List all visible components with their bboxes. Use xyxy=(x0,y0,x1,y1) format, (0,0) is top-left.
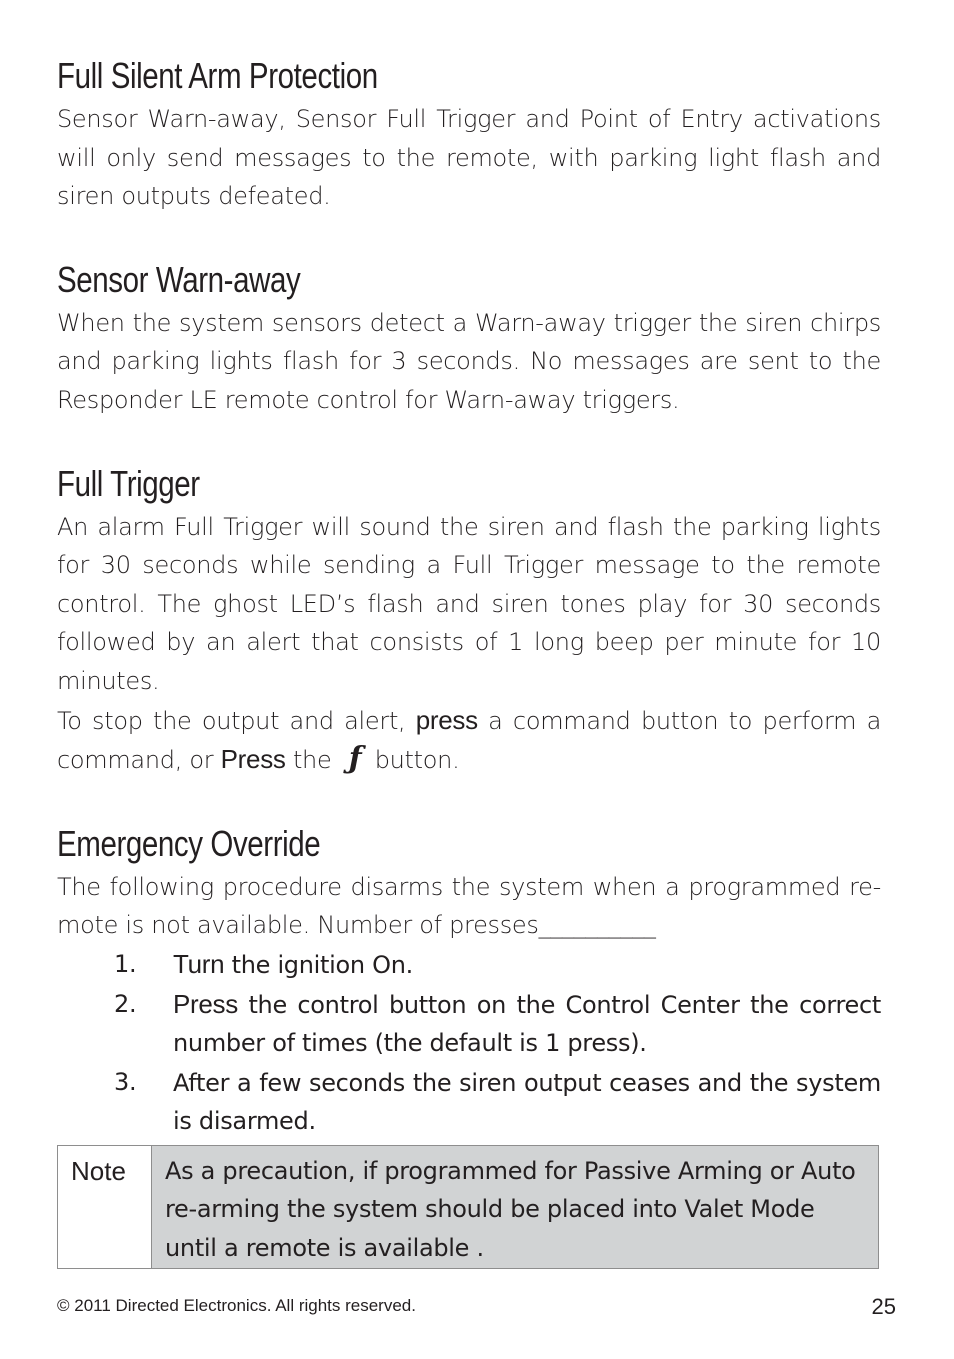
procedure-steps xyxy=(57,945,881,1141)
function-button-icon: ƒ xyxy=(348,741,362,777)
note-box xyxy=(57,1145,879,1269)
step-keyword: Turn xyxy=(173,948,225,979)
section-heading-sensor-warn-away: Sensor Warn-away xyxy=(57,258,301,300)
section-body-emergency-override: The following procedure disarms the system when a programmed re-mote is not available. Number of presses__________ xyxy=(57,872,881,940)
spacer xyxy=(57,780,881,820)
page-content xyxy=(57,52,881,1269)
press-keyword: Press xyxy=(220,744,286,775)
list-item xyxy=(57,1063,881,1141)
stop-instructions xyxy=(57,701,881,780)
step-text: the ignition On. xyxy=(224,950,413,979)
section-heading-full-trigger: Full Trigger xyxy=(57,462,200,504)
section-body-sensor-warn-away: When the system sensors detect a Warn-away trigger the siren chirps and parking lights flash for 3 seconds. No messages are sent to the Responder LE remote control for Warn-away triggers. xyxy=(57,308,881,414)
stop-text: a command button to perform a command, or xyxy=(57,706,881,775)
step-number: 2. xyxy=(114,989,137,1018)
step-number: 1. xyxy=(114,949,137,978)
step-keyword: Press xyxy=(173,988,238,1019)
section-heading-full-silent-arm: Full Silent Arm Protection xyxy=(57,55,378,96)
step-number: 3. xyxy=(114,1067,137,1096)
step-text: After a few seconds the siren output ceases and the system is disarmed. xyxy=(173,1068,881,1136)
note-text: As a precaution, if programmed for Passive Arming or Auto re-arming the system should be placed into Valet Mode until a remote is available . xyxy=(152,1146,878,1268)
step-text: the control button on the Control Center the correct number of times (the default is 1 press). xyxy=(173,990,881,1058)
stop-text: the xyxy=(285,746,339,775)
list-item xyxy=(57,945,881,985)
stop-text: button. xyxy=(367,746,460,775)
section-heading-emergency-override: Emergency Override xyxy=(57,822,321,864)
spacer xyxy=(57,216,881,256)
press-keyword: press xyxy=(415,704,478,735)
section-body-full-trigger: An alarm Full Trigger will sound the siren and flash the parking lights for 30 seconds while sending a Full Trigger message to the remote control. The ghost LED’s flash and siren tones play for 30 seconds followed by an alert that consists of 1 long beep per minute for 10 minutes. xyxy=(57,512,881,695)
list-item xyxy=(57,985,881,1063)
stop-text: To stop the output and alert, xyxy=(57,706,416,735)
section-body-full-silent-arm: Sensor Warn-away, Sensor Full Trigger and Point of Entry activations will only send messages to the remote, with parking light flash and siren outputs defeated. xyxy=(57,105,881,211)
page-number: 25 xyxy=(871,1294,896,1319)
spacer xyxy=(57,420,881,460)
copyright-footer: © 2011 Directed Electronics. All rights reserved. xyxy=(57,1296,416,1315)
note-label: Note xyxy=(58,1146,152,1268)
